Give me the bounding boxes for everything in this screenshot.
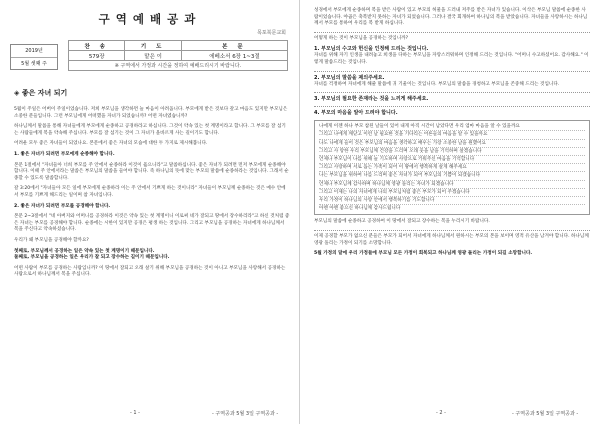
order-header-prayer: 기 도	[125, 41, 181, 51]
reason-first: 첫째로, 부모님께서 공경하는 일은 약속 있는 첫 계명이기 때문입니다.	[14, 248, 155, 254]
paragraph-examples: 성경에서 부모에게 순종하며 복을 받은 사람이 있고 부모의 허물을 드러내 저주를 받은 자녀가 있습니다. 이삭은 부모님 말씀에 순종한 사람이었습니다. 야곱은 축복받지 못하는 자녀가 되었습니다. 그러나 결국 회개하여 하나님의 복을 받았습니다. 자녀들을 사랑하시는 하나님께서 부모를 통하여 우리를 복 받게 하십니다.	[314, 8, 588, 27]
poem-line: 그리고 사랑하며 서로 돕는 가족이 되어 이 땅에서 행복하게 살게 해주세요	[319, 164, 585, 172]
point-two-heading: 2. 부모님의 말씀을 제의주세요.	[314, 74, 385, 81]
paragraph-who: 어떤 사람이 부모를 공경하는 사람입니까? 이 땅에서 잘되고 오래 살기 위해 부모님을 공경하는 것이 아니고 부모님을 사랑해서 공경하는 사람으로서 하나님께서 복을 주십니다.	[14, 265, 286, 278]
footer-caption-1: - 구역공과 5월 3일 구역공과 -	[212, 411, 279, 417]
separator	[314, 71, 590, 72]
separator	[314, 32, 590, 33]
reason-second: 둘째로, 부모님을 공경하는 일은 우리가 잘 되고 장수하는 길이기 때문입니다.	[14, 255, 170, 261]
worship-order-table	[68, 40, 288, 71]
poem-line: 언제나 부모님께 감사하며 하나님께 영광 돌리는 자녀가 되겠습니다	[319, 181, 585, 189]
separator	[314, 230, 590, 231]
paragraph-overview: 어려운 모두 좋은 자녀들이 되었나요. 본문에서 좋은 자녀의 모습에 대한 두 가지로 제시해봅니다.	[14, 141, 208, 147]
paragraph-intro: 5월이 주일은 어버이 주일이었습니다. 저희 부모님을 생각하면 늘 마음이 아려옵니다. 부모에게 받은 것보다 갚고 마음도 있지만 부모님은 소중한 분들입니다. 그런 부모님에게 어떠했을 자녀가 되었습니까? 어떤 자녀였습니까?	[14, 107, 288, 119]
poem-line: 그리고 나에게 깨닫고 이런 날 필요한 것을 기다리는 어른들의 마음을 알 수 있을까요	[319, 131, 585, 139]
separator	[314, 92, 590, 93]
poem-line: 그리고 사 랑한 우리 부모님께 건강을 드리며 오래 웃을 날을 기억하며 살겠습니다	[319, 148, 585, 156]
paragraph-obey: 본문 1절에서 "자녀들아 너희 부모를 주 안에서 순종하라 이것이 옳으니라"고 말씀하십니다. 좋은 자녀가 되려면 먼저 부모에게 순종해야 합니다. 이때 주 안에서라는 말씀은 부모님의 말씀을 들어야 합니다. 즉 하나님의 뜻에 맞는 부모의 말씀에 순종하라는 것입니다. 그래서 순종할 수 있도록 말씀합니다.	[14, 162, 289, 181]
order-value-hymn: 579장	[69, 51, 125, 61]
order-header-hymn: 찬 송	[69, 41, 125, 51]
point-one-heading: 1. 부모님의 수고와 헌신을 인정해 드리는 것입니다.	[314, 46, 429, 53]
final-text: 5월 가정의 달에 우리 가정들에 부모님 모든 가정이 회복되고 하나님께 영광 돌리는 가정이 되길 소망합니다.	[314, 251, 533, 257]
page-number-2: - 2 -	[436, 410, 446, 416]
poem-box	[314, 120, 590, 215]
poem-line: 나도 나에게 들어 것은 부모님의 마음을 생각하고 배우는 가장 소중한 날을 원했어요	[319, 140, 585, 148]
point-obey-heading: 1. 좋은 자녀가 되려면 부모에게 순종해야 합니다.	[14, 151, 115, 157]
point-one-text: 자녀를 위해 자기 인생을 내려놓고 희생을 다하는 부모님을 자랑스러워하며 인정해 드리는 것입니다. "어머니 수고하셨어요. 감사해요." 이렇게 말씀드리는 것입니다.	[314, 53, 589, 65]
lesson-body-2	[314, 8, 590, 262]
poem-line: 언제나 부모님이 나를 위해 늘 기도하며 사랑으로 키워주신 마음을 기억합니다	[319, 156, 585, 164]
paragraph-honor: 본문 2~3절에서 "네 아버지와 어머니를 공경하라 이것은 약속 있는 첫 계명이니 이로써 네가 잘되고 땅에서 장수하리라"고 하신 것처럼 좋은 자녀는 부모를 공경해야 합니다. 순종에는 시한이 있지만 공경은 평생 하는 것입니다. 그리고 부모님을 공경하는 자녀에게 하나님께서 복을 주신다고 약속하셨습니다.	[14, 214, 290, 233]
poem-line: 나는 부모님을 위하여 나를 드리며 좋은 자녀가 되어 부모님의 기쁨이 되겠습니다	[319, 172, 585, 180]
page-number-1: - 1 -	[130, 410, 140, 416]
date-week: 5월 셋째 주	[21, 61, 47, 67]
order-value-prayer: 맡은 이	[125, 51, 181, 61]
order-value-text: 에베소서 6장 1~3절	[181, 51, 287, 61]
question: 어떻게 하는 것이 부모님을 공경하는 것입니까?	[314, 35, 409, 41]
poem-line: 아멘 아멘 좋으신 하나님께 감사드립니다	[319, 206, 401, 212]
poem-line: 나에게 이젠 하나 부모 참된 날들이 있어 내게 아직 시간이 남았다면 우리 엄마 마음을 알 수 있을까요	[319, 123, 585, 131]
closing-text: 부모님의 말씀에 순종하고 공경하여 이 땅에서 잘되고 장수하는 복을 누리시기 바랍니다.	[314, 219, 490, 225]
page-title: 구역예배공과	[98, 12, 202, 26]
section-title: ◈ 좋은 자녀 되기	[14, 89, 68, 97]
poem-line: 우리 가정이 하나님의 사랑 안에서 행복하기를 기도합니다	[319, 197, 585, 205]
order-header-text: 본 문	[181, 41, 287, 51]
prayer-text: 이제 공경할 부모가 없으신 분들은 부모가 되어서 자녀에게 하나님께서 원하시는 부모의 본을 보이며 영적 유산을 남겨야 합니다. 하나님께 영광 돌리는 가정이 되기를 소망합니다.	[314, 233, 589, 246]
point-two-text: 자녀를 걱정하여 자녀에게 해줄 말씀에 귀 기울이는 것입니다. 부모님의 말씀을 경청하고 부모님을 존중해 드리는 것입니다.	[314, 81, 560, 87]
date-box	[10, 44, 58, 70]
order-note: ※ 구역에서 가정과 시간을 정하여 예배드리시기 바랍니다.	[69, 61, 288, 71]
footer-caption-2: - 구역공과 5월 3일 구역공과 -	[512, 411, 579, 417]
church-name: 목포북문교회	[257, 30, 286, 36]
page-two	[300, 0, 600, 424]
separator	[314, 106, 590, 107]
point-honor-heading: 2. 좋은 자녀가 되려면 부모를 공경해야 합니다.	[14, 203, 111, 209]
point-three-heading: 3. 부모님의 필요한 존재라는 것을 느끼게 해주세요.	[314, 96, 429, 103]
paragraph-command: 하나님께서 말씀을 통해 자녀들에게 부모에게 순종하고 공경하라고 하십니다. 그것이 약속 있는 첫 계명이라고 합니다. 그 부모를 잘 섬기는 사람들에게 복을 약속해 주십니다. 부모를 잘 섬기는 것이 그 자녀가 올바르게 사는 길이기도 합니다.	[14, 124, 286, 136]
date-year: 2019년	[11, 45, 57, 58]
paragraph-why: 우리가 왜 부모님을 공경해야 할까요?	[14, 237, 89, 243]
paragraph-obey-verse: 갈 3:20에서 "자녀들아 모든 일에 부모에게 순종하라 이는 주 안에서 기쁘게 하는 것이니라" 자녀들이 부모님께 순종하는 것은 예수 안에서 부모를 기쁘게 해드리는 일이며 참 자녀입니다.	[14, 186, 286, 198]
lesson-body	[14, 107, 290, 283]
poem-line: 그리고 이제는 나의 자녀에게 나의 부모님처럼 좋은 부모가 되어 주겠습니다	[319, 189, 585, 197]
point-four-heading: 4. 부모의 마음을 알아 드려야 합니다.	[314, 110, 398, 117]
